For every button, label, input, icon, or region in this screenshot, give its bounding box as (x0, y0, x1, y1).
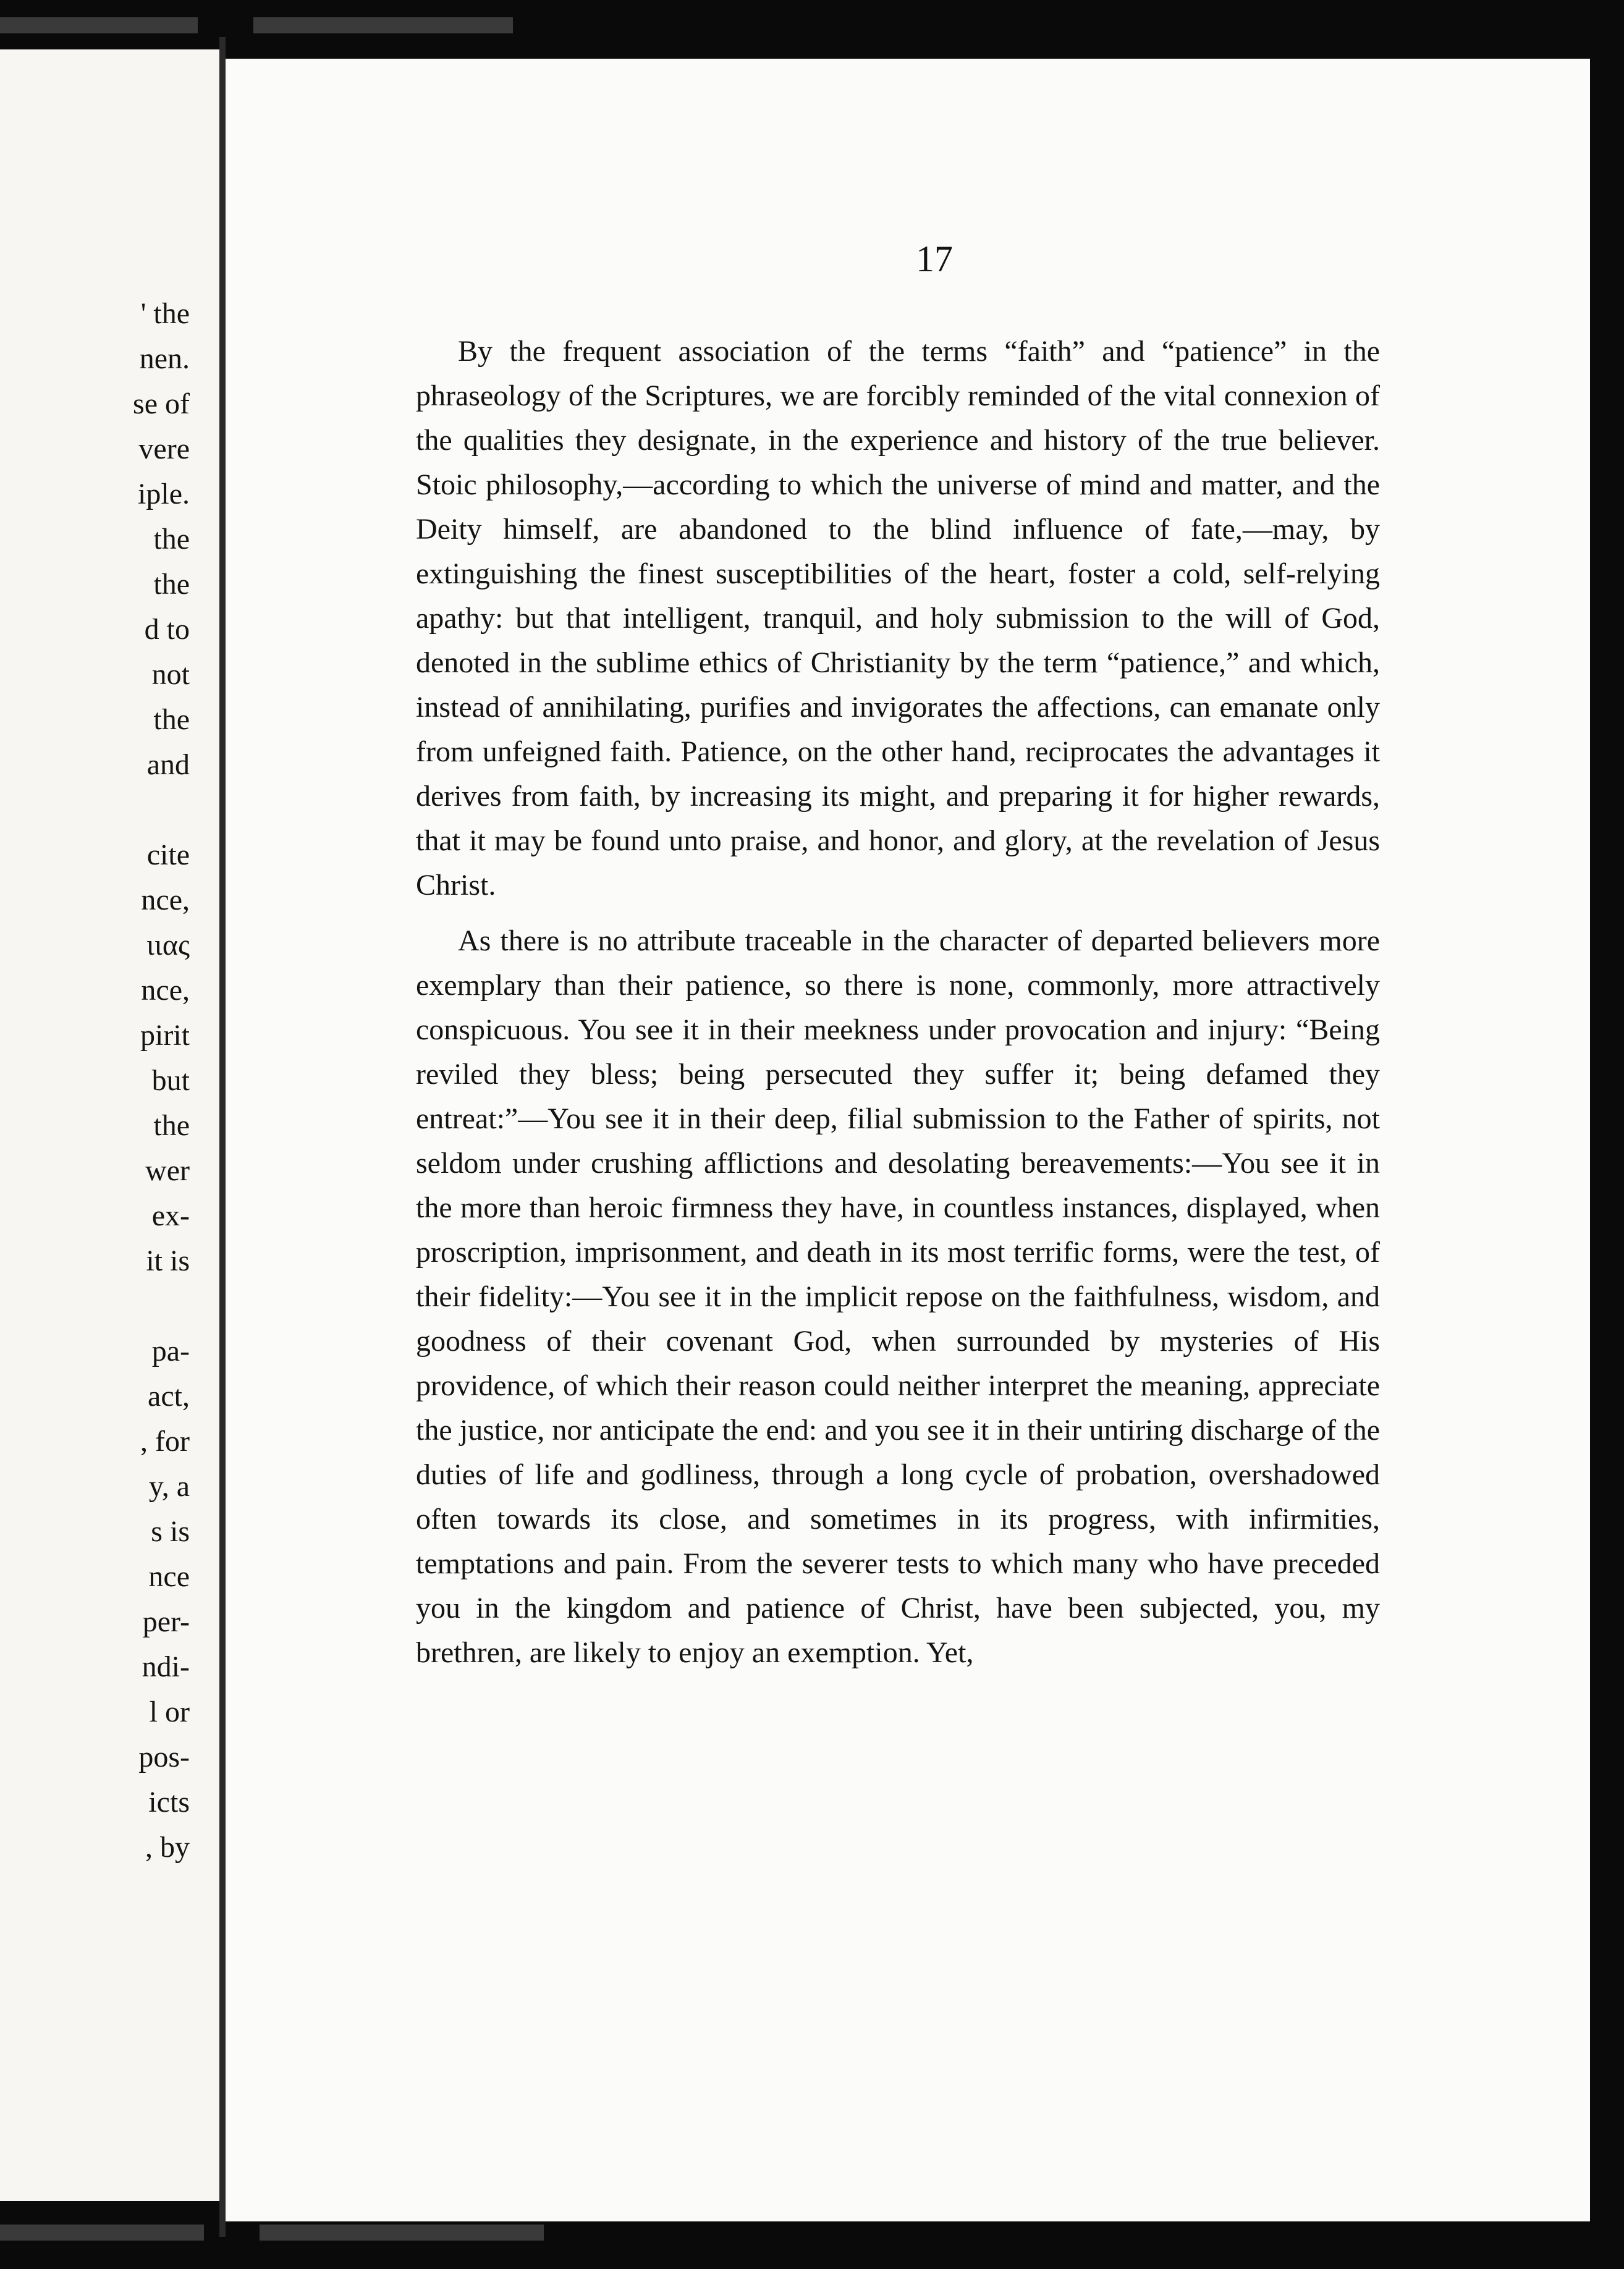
left-page-fragment: pa- (151, 1335, 190, 1367)
left-page-fragment: s is (151, 1515, 190, 1548)
left-page-fragment: ndi- (142, 1650, 190, 1683)
scan-edge-bottom-right (260, 2225, 544, 2241)
left-page-fragment: nce, (141, 884, 190, 916)
left-page-fragment: ex- (151, 1199, 190, 1232)
left-page-fragment: , for (140, 1425, 190, 1458)
left-page-fragment: icts (148, 1786, 190, 1819)
left-page-fragment: l or (149, 1696, 190, 1728)
left-page-fragment: wer (145, 1154, 190, 1187)
book-gutter (219, 37, 226, 2237)
left-page-fragment: nce (148, 1560, 190, 1593)
left-page-fragment: per- (142, 1605, 190, 1638)
scan-edge-bottom-left (0, 2225, 204, 2241)
page-number: 17 (916, 239, 953, 279)
left-page-fragment: the (153, 568, 190, 601)
left-page-fragment: ' the (140, 297, 190, 330)
right-page (226, 59, 1590, 2221)
left-page-fragment: not (151, 658, 190, 691)
scan-edge-top-left (0, 17, 198, 33)
paragraph: By the frequent association of the terms “faith” and “patience” in the phraseology of the Scriptures, we are forcibly reminded of the vital connexion of the qualities they designate, in the experience and history of the true believer. Stoic philosophy,—according to which the universe of mind and matter, and the Deity himself, are abandoned to the blind influence of fate,—may, by extinguishing the finest susceptibilities of the heart, foster a cold, self-relying apathy: but that intelligent, tranquil, and holy submission to the will of God, denoted in the sublime ethics of Christianity by the term “patience,” and which, instead of annihilating, purifies and invigorates the affections, can emanate only from unfeigned faith. Patience, on the other hand, reciprocates the advantages it derives from faith, by increasing its might, and preparing it for higher rewards, that it may be found unto praise, and honor, and glory, at the revelation of Jesus Christ. (416, 335, 1380, 902)
left-page-fragment: and (146, 748, 190, 781)
left-page-fragment: nen. (139, 342, 190, 375)
left-page-fragment: the (153, 1109, 190, 1142)
left-page-fragment: d to (144, 613, 190, 646)
left-page-fragment: , by (145, 1831, 190, 1864)
left-page-fragment: cite (146, 839, 190, 871)
paragraph: As there is no attribute traceable in the character of departed believers more exemplary than their patience, so there is none, commonly, more attractively conspicuous. You see it in their meekness under provocation and injury: “Being reviled they bless; being persecuted they suffer it; being defamed they entreat:”—You see it in their deep, filial submission to the Father of spirits, not seldom under crushing afflictions and desolating bereavements:—You see it in the more than heroic firmness they have, in countless instances, displayed, when proscription, imprisonment, and death in its most terrific forms, were the test, of their fidelity:—You see it in the implicit repose on the faithfulness, wisdom, and goodness of their covenant God, when surrounded by mysteries of His providence, of which their reason could neither interpret the meaning, appreciate the justice, nor anticipate the end: and you see it in their untiring discharge of the duties of life and godliness, through a long cycle of probation, overshadowed often towards its close, and sometimes in its progress, with infirmities, temptations and pain. From the severer tests to which many who have preceded you in the kingdom and patience of Christ, have been subjected, you, my brethren, are likely to enjoy an exemption. Yet, (416, 924, 1380, 1669)
body-text (416, 329, 1380, 1686)
left-page-fragment: pirit (140, 1019, 190, 1052)
left-page-fragment: pos- (138, 1741, 190, 1773)
left-page-fragment: act, (148, 1380, 190, 1413)
left-page-fragment: se of (133, 387, 190, 420)
left-page (0, 49, 219, 2201)
left-page-fragment: y, a (148, 1470, 190, 1503)
scan-edge-top-right (253, 17, 513, 33)
left-page-fragment: it is (146, 1244, 190, 1277)
left-page-fragment: nce, (141, 974, 190, 1007)
left-page-fragment: ιιας (146, 929, 190, 961)
left-page-fragment: the (153, 703, 190, 736)
left-page-fragment: iple. (138, 478, 190, 510)
left-page-fragment: but (151, 1064, 190, 1097)
left-page-fragment: the (153, 523, 190, 556)
left-page-fragment: vere (138, 433, 190, 465)
